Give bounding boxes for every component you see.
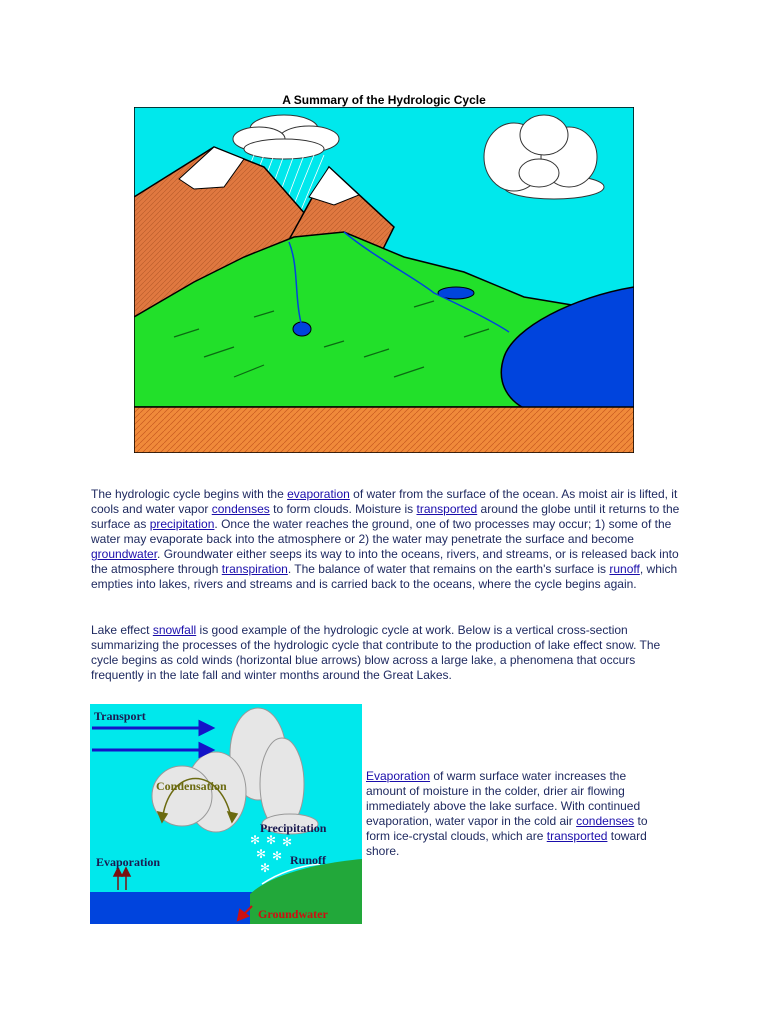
text-segment: . The balance of water that remains on the earth's surface is	[287, 562, 610, 576]
svg-text:✻: ✻	[272, 849, 283, 863]
text-segment: . Groundwater either seeps its way to into the oceans, rivers, and streams, or is released back into the atmosphere through	[91, 547, 679, 576]
svg-text:✻: ✻	[282, 835, 293, 849]
svg-text:✻: ✻	[256, 847, 267, 861]
label-runoff: Runoff	[290, 853, 327, 867]
lake-effect-paragraph	[91, 623, 681, 683]
text-segment: Lake effect	[91, 623, 153, 637]
page-title: A Summary of the Hydrologic Cycle	[282, 93, 486, 107]
lake-effect-diagram	[90, 704, 362, 924]
intro-paragraph	[91, 487, 681, 592]
link-evaporation-2[interactable]: Evaporation	[366, 769, 431, 783]
link-snowfall[interactable]: snowfall	[152, 623, 197, 637]
link-runoff[interactable]: runoff	[609, 562, 640, 576]
link-precipitation[interactable]: precipitation	[149, 517, 215, 531]
label-precipitation: Precipitation	[260, 821, 327, 835]
link-condenses[interactable]: condenses	[211, 502, 270, 516]
link-transported[interactable]: transported	[416, 502, 478, 516]
text-segment: of water from the surface of the ocean. As moist air is lifted, it cools and water vapor	[91, 487, 678, 516]
text-segment: around the globe until it returns to the surface as	[91, 502, 680, 531]
soil-layer	[134, 407, 634, 453]
svg-text:✻: ✻	[250, 833, 261, 847]
text-segment: The hydrologic cycle begins with the	[91, 487, 288, 501]
text-segment: is good example of the hydrologic cycle at work. Below is a vertical cross-section summarizing the processes of the hydrologic cycle that contribute to the production of lake effect snow. The cycle begins as cold winds (horizontal blue arrows) blow across a large lake, a phenomena that occurs frequently in the late fall and winter months around the Great Lakes.	[91, 623, 661, 682]
evaporation-explanation	[366, 769, 666, 859]
link-evaporation[interactable]: evaporation	[287, 487, 350, 501]
text-segment: to form clouds. Moisture is	[269, 502, 417, 516]
svg-text:✻: ✻	[260, 861, 271, 875]
hydrologic-cycle-illustration	[134, 107, 634, 453]
link-groundwater[interactable]: groundwater	[91, 547, 158, 561]
label-evaporation: Evaporation	[96, 855, 161, 869]
label-condensation: Condensation	[156, 779, 227, 793]
label-groundwater: Groundwater	[258, 907, 328, 921]
svg-text:✻: ✻	[266, 833, 277, 847]
text-segment: to form ice-crystal clouds, which are	[366, 814, 648, 843]
link-condenses-2[interactable]: condenses	[576, 814, 635, 828]
text-segment: , which empties into lakes, rivers and streams and is carried back to the oceans, where the cycle begins again.	[91, 562, 678, 591]
text-segment: . Once the water reaches the ground, one of two processes may occur; 1) some of the water may evaporate back into the atmosphere or 2) the water may penetrate the surface and become	[91, 517, 672, 546]
label-transport: Transport	[94, 709, 146, 723]
link-transported-2[interactable]: transported	[546, 829, 608, 843]
text-segment: toward shore.	[366, 829, 647, 858]
link-transpiration[interactable]: transpiration	[221, 562, 288, 576]
text-segment: of warm surface water increases the amount of moisture in the colder, drier air flowing immediately above the lake surface. With continued evaporation, water vapor in the cold air	[366, 769, 641, 828]
